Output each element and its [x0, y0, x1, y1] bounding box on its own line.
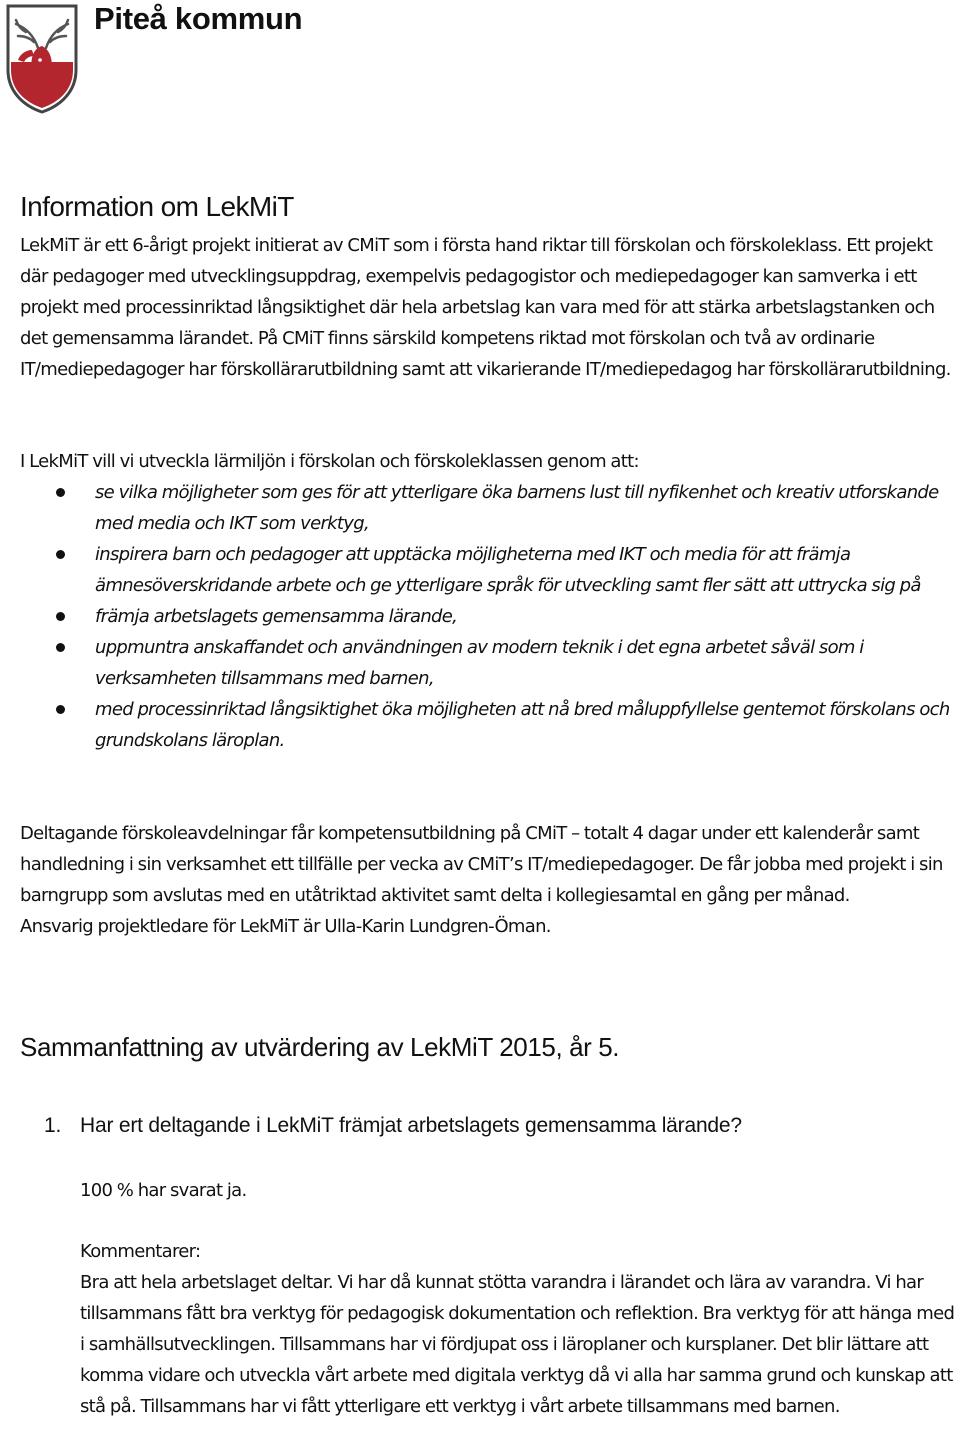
goal-text: inspirera barn och pedagoger att upptäcka möjligheterna med IKT och media för att främja ämnesöverskridande arbete och ge ytterligare språk för utveckling samt fler sätt att uttrycka sig på [95, 544, 921, 596]
question-number: 1. [44, 1114, 62, 1137]
comments-label: Kommentarer: [80, 1241, 201, 1262]
goal-list-item [0, 539, 960, 601]
question-text: Har ert deltagande i LekMiT främjat arbetslagets gemensamma lärande? [80, 1114, 742, 1137]
responsible-text: Ansvarig projektledare för LekMiT är Ulla-Karin Lundgren-Öman. [20, 916, 551, 937]
goal-list-item [0, 694, 960, 756]
goals-list [0, 477, 960, 756]
bullet-icon [56, 612, 65, 621]
bullet-icon [56, 488, 65, 497]
organization-name: Piteå kommun [94, 1, 303, 36]
goal-text: med processinriktad långsiktighet öka möjligheten att nå bred måluppfyllelse gentemot förskolans och grundskolans läroplan. [95, 699, 950, 751]
goal-list-item [0, 601, 960, 632]
bullet-icon [56, 643, 65, 652]
participation-block [20, 818, 955, 942]
participation-paragraph: Deltagande förskoleavdelningar får kompetensutbildning på CMiT – totalt 4 dagar under ett kalenderår samt handledning i sin verksamhet ett tillfälle per vecka av CMiT’s IT/mediepedagoger. De får jobba med projekt i sin barngrupp som avslutas med en utåtriktad aktivitet samt delta i kollegiesamtal en gång per månad. [20, 823, 943, 906]
bullet-icon [56, 550, 65, 559]
goal-list-item [0, 632, 960, 694]
goal-text: främja arbetslagets gemensamma lärande, [95, 606, 458, 627]
goal-text: se vilka möjligheter som ges för att ytterligare öka barnens lust till nyfikenhet och kreativ utforskande med media och IKT som verktyg, [95, 482, 939, 534]
comments-text: Bra att hela arbetslaget deltar. Vi har då kunnat stötta varandra i lärandet och lära av varandra. Vi har tillsammans fått bra verktyg för pedagogisk dokumentation och reflektion. Bra verktyg för att hänga med i samhällsutvecklingen. Tillsammans har vi fördjupat oss i läroplaner och kursplaner. Det blir lättare att komma vidare och utveckla vårt arbete med digitala verktyg då vi alla har samma grund och kunskap att stå på. Tillsammans har vi fått ytterligare ett verktyg i vårt arbete tillsammans med barnen. [80, 1272, 955, 1417]
section-heading-information: Information om LekMiT [20, 191, 294, 222]
bullet-icon [56, 705, 65, 714]
goal-list-item [0, 477, 960, 539]
goals-lead-text: I LekMiT vill vi utveckla lärmiljön i förskolan och förskoleklassen genom att: [20, 451, 639, 472]
goal-text: uppmuntra anskaffandet och användningen av modern teknik i det egna arbetet såväl som i verksamheten tillsammans med barnen, [95, 637, 864, 689]
comments-block [80, 1236, 955, 1422]
section-heading-summary: Sammanfattning av utvärdering av LekMiT 2015, år 5. [20, 1032, 620, 1062]
question-1 [44, 1114, 742, 1138]
answer-summary: 100 % har svarat ja. [80, 1180, 247, 1201]
reindeer-coat-of-arms-icon [4, 2, 80, 114]
intro-paragraph: LekMiT är ett 6-årigt projekt initierat av CMiT som i första hand riktar till förskolan och förskoleklass. Ett projekt där pedagoger med utvecklingsuppdrag, exempelvis pedagogistor och mediepedagoger kan samverka i ett projekt med processinriktad långsiktighet där hela arbetslag kan vara med för att stärka arbetslagstanken och det gemensamma lärandet. På CMiT finns särskild kompetens riktad mot förskolan och två av ordinarie IT/mediepedagoger har förskollärarutbildning samt att vikarierande IT/mediepedagog har förskollärarutbildning. [20, 235, 951, 380]
